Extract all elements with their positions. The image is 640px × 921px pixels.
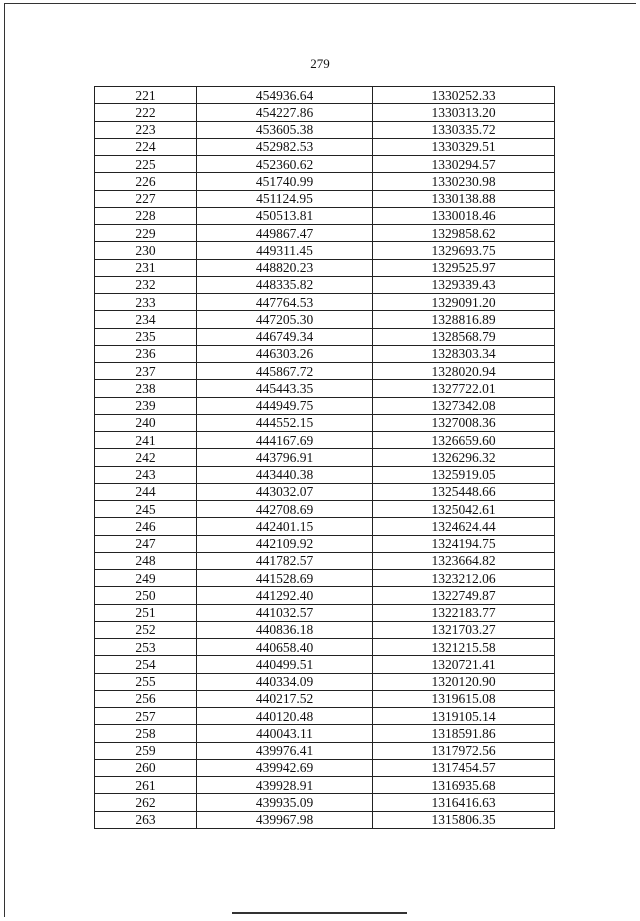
point-number-cell: 232: [95, 276, 197, 293]
x-coordinate-cell: 440120.48: [197, 708, 373, 725]
table-row: [95, 397, 555, 414]
table-row: [95, 777, 555, 794]
y-coordinate-cell: 1330313.20: [373, 104, 555, 121]
table-row: [95, 207, 555, 224]
y-coordinate-cell: 1321703.27: [373, 621, 555, 638]
point-number-cell: 249: [95, 570, 197, 587]
point-number-cell: 236: [95, 345, 197, 362]
y-coordinate-cell: 1328020.94: [373, 363, 555, 380]
table-row: [95, 725, 555, 742]
point-number-cell: 224: [95, 138, 197, 155]
point-number-cell: 261: [95, 777, 197, 794]
point-number-cell: 245: [95, 501, 197, 518]
table-row: [95, 225, 555, 242]
y-coordinate-cell: 1329339.43: [373, 276, 555, 293]
x-coordinate-cell: 440658.40: [197, 639, 373, 656]
y-coordinate-cell: 1327008.36: [373, 414, 555, 431]
y-coordinate-cell: 1317454.57: [373, 759, 555, 776]
x-coordinate-cell: 451740.99: [197, 173, 373, 190]
y-coordinate-cell: 1322749.87: [373, 587, 555, 604]
y-coordinate-cell: 1325919.05: [373, 466, 555, 483]
point-number-cell: 222: [95, 104, 197, 121]
table-row: [95, 276, 555, 293]
y-coordinate-cell: 1329091.20: [373, 294, 555, 311]
table-row: [95, 518, 555, 535]
x-coordinate-cell: 444552.15: [197, 414, 373, 431]
y-coordinate-cell: 1330230.98: [373, 173, 555, 190]
point-number-cell: 256: [95, 690, 197, 707]
table-row: [95, 690, 555, 707]
point-number-cell: 263: [95, 811, 197, 828]
x-coordinate-cell: 445867.72: [197, 363, 373, 380]
table-row: [95, 138, 555, 155]
table-row: [95, 432, 555, 449]
table-row: [95, 708, 555, 725]
point-number-cell: 244: [95, 483, 197, 500]
point-number-cell: 238: [95, 380, 197, 397]
y-coordinate-cell: 1330335.72: [373, 121, 555, 138]
y-coordinate-cell: 1316935.68: [373, 777, 555, 794]
x-coordinate-cell: 451124.95: [197, 190, 373, 207]
table-row: [95, 483, 555, 500]
point-number-cell: 228: [95, 207, 197, 224]
y-coordinate-cell: 1326296.32: [373, 449, 555, 466]
y-coordinate-cell: 1319105.14: [373, 708, 555, 725]
x-coordinate-cell: 439967.98: [197, 811, 373, 828]
x-coordinate-cell: 452982.53: [197, 138, 373, 155]
x-coordinate-cell: 440499.51: [197, 656, 373, 673]
table-row: [95, 328, 555, 345]
table-row: [95, 190, 555, 207]
x-coordinate-cell: 442109.92: [197, 535, 373, 552]
point-number-cell: 262: [95, 794, 197, 811]
table-row: [95, 794, 555, 811]
point-number-cell: 231: [95, 259, 197, 276]
point-number-cell: 243: [95, 466, 197, 483]
y-coordinate-cell: 1324194.75: [373, 535, 555, 552]
x-coordinate-cell: 445443.35: [197, 380, 373, 397]
x-coordinate-cell: 453605.38: [197, 121, 373, 138]
point-number-cell: 239: [95, 397, 197, 414]
x-coordinate-cell: 448820.23: [197, 259, 373, 276]
y-coordinate-cell: 1325042.61: [373, 501, 555, 518]
y-coordinate-cell: 1329525.97: [373, 259, 555, 276]
y-coordinate-cell: 1316416.63: [373, 794, 555, 811]
point-number-cell: 229: [95, 225, 197, 242]
point-number-cell: 223: [95, 121, 197, 138]
table-row: [95, 104, 555, 121]
x-coordinate-cell: 443440.38: [197, 466, 373, 483]
point-number-cell: 251: [95, 604, 197, 621]
point-number-cell: 260: [95, 759, 197, 776]
x-coordinate-cell: 448335.82: [197, 276, 373, 293]
y-coordinate-cell: 1330138.88: [373, 190, 555, 207]
point-number-cell: 221: [95, 87, 197, 104]
x-coordinate-cell: 443032.07: [197, 483, 373, 500]
point-number-cell: 226: [95, 173, 197, 190]
x-coordinate-cell: 449867.47: [197, 225, 373, 242]
x-coordinate-cell: 440043.11: [197, 725, 373, 742]
y-coordinate-cell: 1328303.34: [373, 345, 555, 362]
table-row: [95, 501, 555, 518]
point-number-cell: 255: [95, 673, 197, 690]
point-number-cell: 235: [95, 328, 197, 345]
coordinates-table: [94, 86, 555, 829]
table-row: [95, 363, 555, 380]
table-row: [95, 639, 555, 656]
point-number-cell: 241: [95, 432, 197, 449]
table-row: [95, 466, 555, 483]
x-coordinate-cell: 454227.86: [197, 104, 373, 121]
table-row: [95, 414, 555, 431]
y-coordinate-cell: 1323664.82: [373, 552, 555, 569]
y-coordinate-cell: 1329858.62: [373, 225, 555, 242]
point-number-cell: 246: [95, 518, 197, 535]
point-number-cell: 258: [95, 725, 197, 742]
table-row: [95, 604, 555, 621]
point-number-cell: 225: [95, 156, 197, 173]
y-coordinate-cell: 1320120.90: [373, 673, 555, 690]
table-row: [95, 173, 555, 190]
table-row: [95, 242, 555, 259]
table-row: [95, 121, 555, 138]
x-coordinate-cell: 446749.34: [197, 328, 373, 345]
x-coordinate-cell: 446303.26: [197, 345, 373, 362]
point-number-cell: 237: [95, 363, 197, 380]
x-coordinate-cell: 447764.53: [197, 294, 373, 311]
point-number-cell: 227: [95, 190, 197, 207]
x-coordinate-cell: 439976.41: [197, 742, 373, 759]
table-row: [95, 535, 555, 552]
table-row: [95, 311, 555, 328]
x-coordinate-cell: 449311.45: [197, 242, 373, 259]
x-coordinate-cell: 439942.69: [197, 759, 373, 776]
table-row: [95, 345, 555, 362]
y-coordinate-cell: 1320721.41: [373, 656, 555, 673]
y-coordinate-cell: 1327342.08: [373, 397, 555, 414]
x-coordinate-cell: 442401.15: [197, 518, 373, 535]
x-coordinate-cell: 450513.81: [197, 207, 373, 224]
table-row: [95, 656, 555, 673]
y-coordinate-cell: 1322183.77: [373, 604, 555, 621]
footer-rule: [232, 912, 407, 914]
table-row: [95, 449, 555, 466]
x-coordinate-cell: 454936.64: [197, 87, 373, 104]
point-number-cell: 257: [95, 708, 197, 725]
table-row: [95, 87, 555, 104]
y-coordinate-cell: 1328816.89: [373, 311, 555, 328]
x-coordinate-cell: 444949.75: [197, 397, 373, 414]
y-coordinate-cell: 1323212.06: [373, 570, 555, 587]
x-coordinate-cell: 440334.09: [197, 673, 373, 690]
table-row: [95, 587, 555, 604]
point-number-cell: 248: [95, 552, 197, 569]
point-number-cell: 259: [95, 742, 197, 759]
y-coordinate-cell: 1330294.57: [373, 156, 555, 173]
point-number-cell: 250: [95, 587, 197, 604]
y-coordinate-cell: 1330329.51: [373, 138, 555, 155]
table-row: [95, 552, 555, 569]
x-coordinate-cell: 440217.52: [197, 690, 373, 707]
x-coordinate-cell: 443796.91: [197, 449, 373, 466]
y-coordinate-cell: 1321215.58: [373, 639, 555, 656]
x-coordinate-cell: 441292.40: [197, 587, 373, 604]
table-row: [95, 156, 555, 173]
page-number: 279: [310, 56, 330, 71]
y-coordinate-cell: 1328568.79: [373, 328, 555, 345]
x-coordinate-cell: 439928.91: [197, 777, 373, 794]
y-coordinate-cell: 1329693.75: [373, 242, 555, 259]
table-row: [95, 294, 555, 311]
coordinates-table-body: [95, 87, 555, 829]
table-row: [95, 621, 555, 638]
table-row: [95, 742, 555, 759]
y-coordinate-cell: 1315806.35: [373, 811, 555, 828]
table-row: [95, 673, 555, 690]
y-coordinate-cell: 1318591.86: [373, 725, 555, 742]
y-coordinate-cell: 1319615.08: [373, 690, 555, 707]
y-coordinate-cell: 1330018.46: [373, 207, 555, 224]
y-coordinate-cell: 1326659.60: [373, 432, 555, 449]
x-coordinate-cell: 447205.30: [197, 311, 373, 328]
table-row: [95, 380, 555, 397]
table-row: [95, 811, 555, 828]
point-number-cell: 234: [95, 311, 197, 328]
point-number-cell: 252: [95, 621, 197, 638]
y-coordinate-cell: 1330252.33: [373, 87, 555, 104]
point-number-cell: 230: [95, 242, 197, 259]
y-coordinate-cell: 1317972.56: [373, 742, 555, 759]
point-number-cell: 254: [95, 656, 197, 673]
x-coordinate-cell: 452360.62: [197, 156, 373, 173]
point-number-cell: 240: [95, 414, 197, 431]
x-coordinate-cell: 439935.09: [197, 794, 373, 811]
x-coordinate-cell: 441782.57: [197, 552, 373, 569]
table-row: [95, 570, 555, 587]
x-coordinate-cell: 444167.69: [197, 432, 373, 449]
point-number-cell: 247: [95, 535, 197, 552]
x-coordinate-cell: 442708.69: [197, 501, 373, 518]
x-coordinate-cell: 441528.69: [197, 570, 373, 587]
x-coordinate-cell: 441032.57: [197, 604, 373, 621]
point-number-cell: 233: [95, 294, 197, 311]
y-coordinate-cell: 1325448.66: [373, 483, 555, 500]
point-number-cell: 242: [95, 449, 197, 466]
table-row: [95, 259, 555, 276]
y-coordinate-cell: 1324624.44: [373, 518, 555, 535]
y-coordinate-cell: 1327722.01: [373, 380, 555, 397]
point-number-cell: 253: [95, 639, 197, 656]
x-coordinate-cell: 440836.18: [197, 621, 373, 638]
table-row: [95, 759, 555, 776]
